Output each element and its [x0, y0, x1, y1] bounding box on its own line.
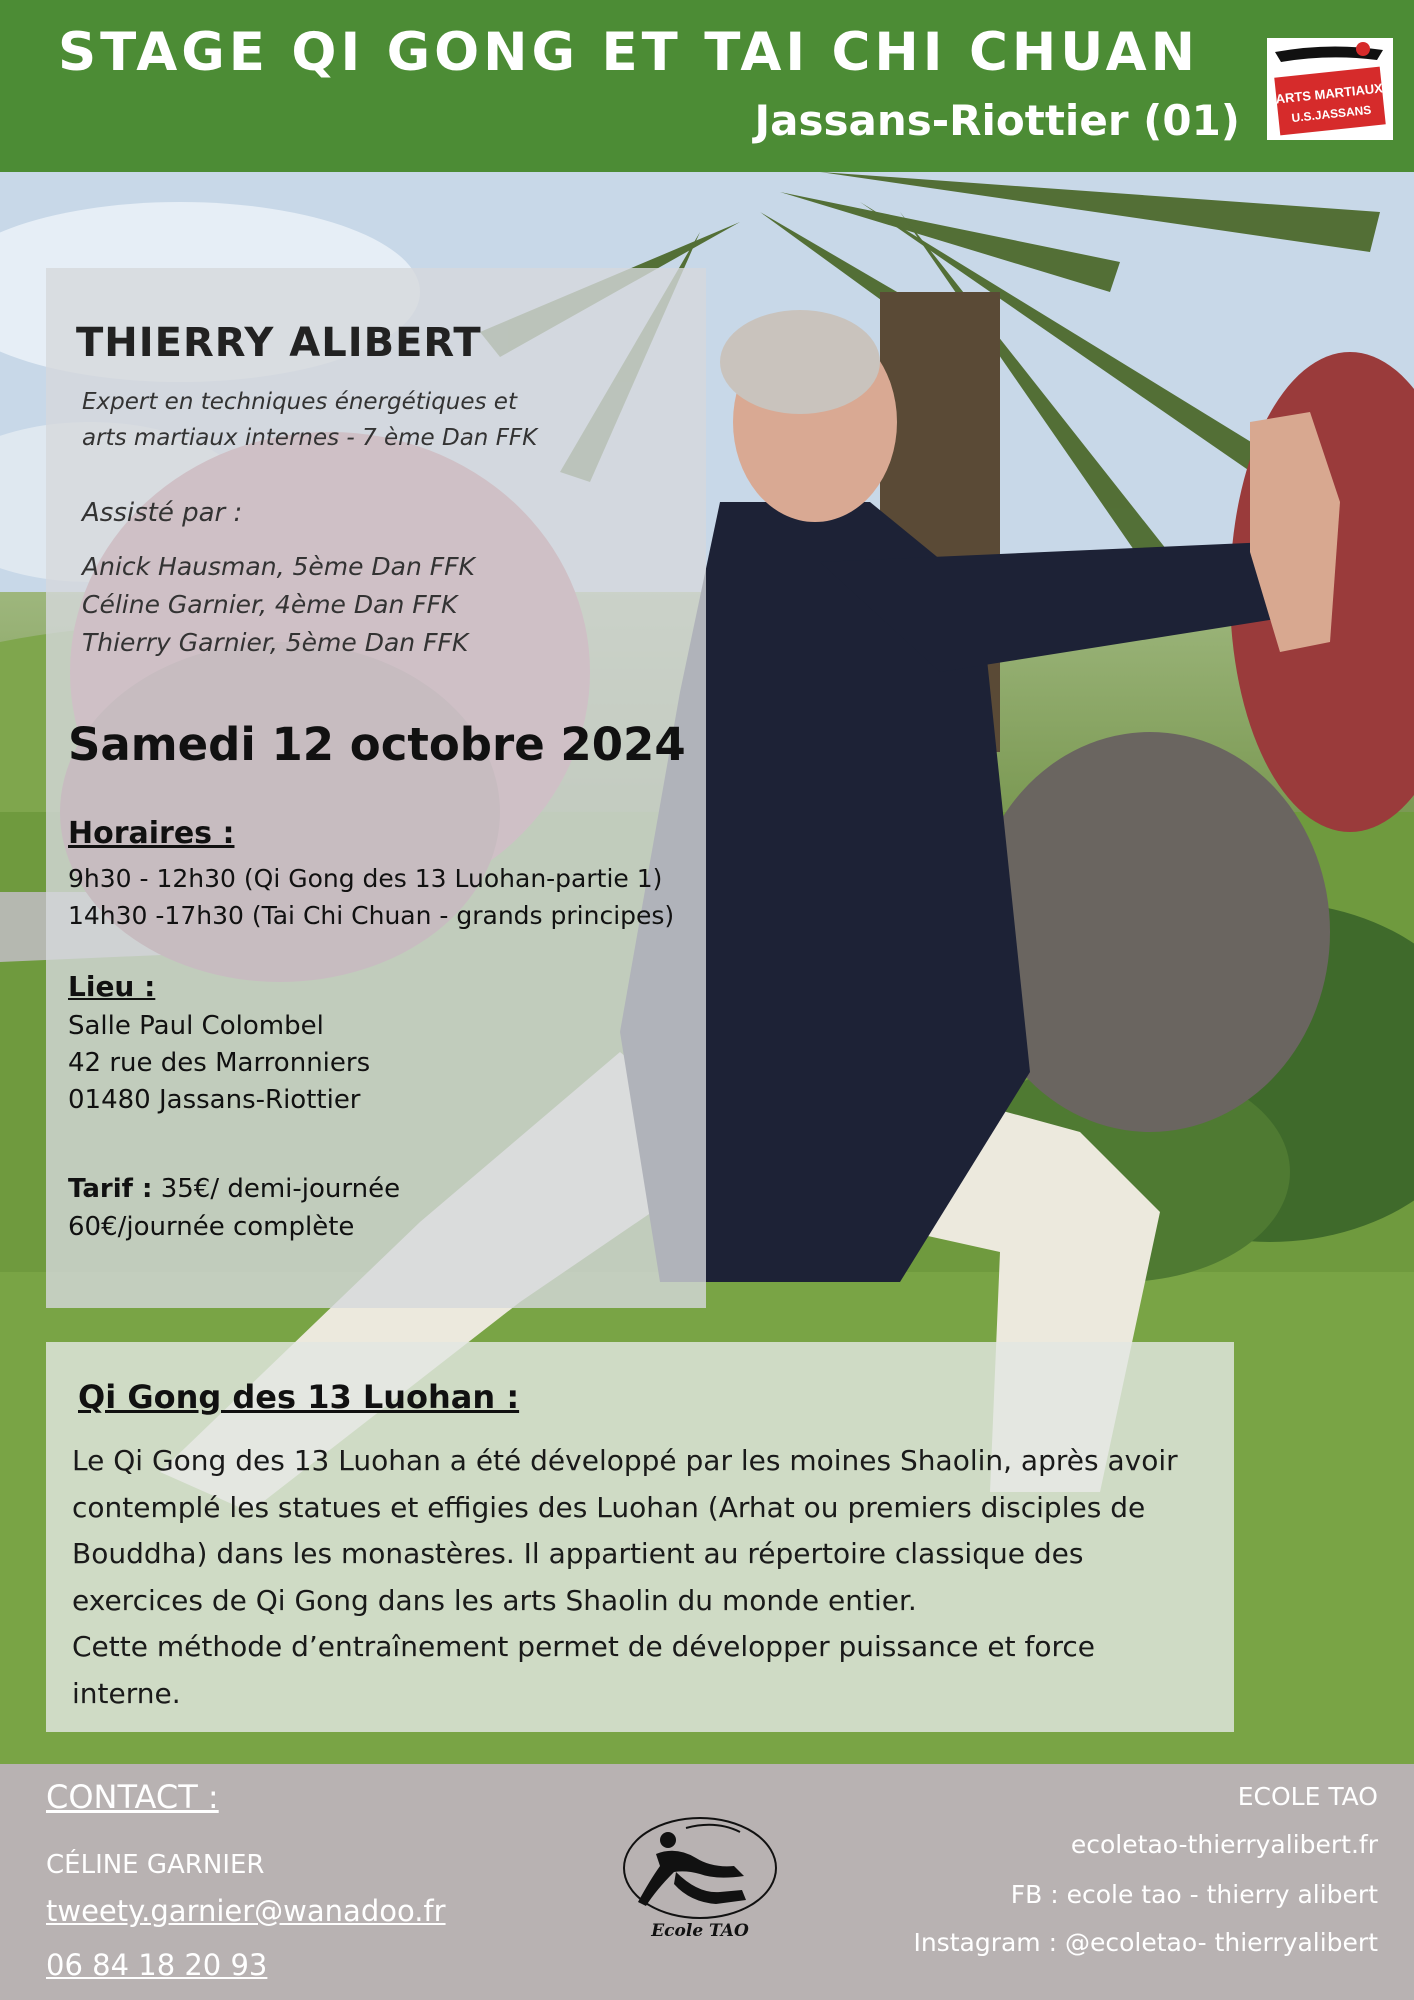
schedule-item: 9h30 - 12h30 (Qi Gong des 13 Luohan-partie 1) — [68, 864, 663, 893]
price-block — [68, 1170, 400, 1246]
instructor-name: THIERRY ALIBERT — [76, 320, 482, 366]
place-line: Salle Paul Colombel — [68, 1011, 324, 1041]
info-panel — [46, 268, 706, 1308]
price-label: Tarif : — [68, 1174, 153, 1204]
assistants-list — [82, 548, 475, 662]
assistant-item: Thierry Garnier, 5ème Dan FFK — [82, 628, 469, 657]
school-facebook-link[interactable]: FB : ecole tao - thierry alibert — [1010, 1880, 1378, 1909]
club-logo — [1267, 38, 1393, 140]
ecole-tao-logo — [616, 1810, 784, 1950]
contact-phone-link[interactable]: 06 84 18 20 93 — [46, 1948, 268, 1982]
assisted-label: Assisté par : — [82, 498, 243, 528]
price-full-day: 60€/journée complète — [68, 1212, 355, 1242]
club-logo-text-1: ARTS MARTIAUX — [1274, 80, 1384, 107]
luohan-description — [72, 1438, 1212, 1717]
school-name: ECOLE TAO — [1237, 1782, 1378, 1811]
instructor-role — [82, 384, 537, 456]
schedule-item: 14h30 -17h30 (Tai Chi Chuan - grands principes) — [68, 901, 675, 930]
contact-heading: CONTACT : — [46, 1778, 219, 1816]
school-instagram-link[interactable]: Instagram : @ecoletao- thierryalibert — [913, 1928, 1378, 1957]
contact-name: CÉLINE GARNIER — [46, 1850, 265, 1880]
instructor-role-line-2: arts martiaux internes - 7 ème Dan FFK — [82, 425, 538, 451]
event-date: Samedi 12 octobre 2024 — [68, 718, 686, 771]
school-website-link[interactable]: ecoletao-thierryalibert.fr — [1070, 1830, 1378, 1859]
price-half-day: 35€/ demi-journée — [160, 1174, 401, 1204]
luohan-paragraph-1: Le Qi Gong des 13 Luohan a été développé par les moines Shaolin, après avoir contemplé les statues et effigies des Luohan (Arhat ou premiers disciples de Bouddha) dans les monastères. Il appartient au répertoire classique des exercices de Qi Gong dans les arts Shaolin du monde entier. — [72, 1444, 1178, 1617]
place-line: 01480 Jassans-Riottier — [68, 1085, 361, 1115]
place-address — [68, 1008, 370, 1119]
luohan-panel — [46, 1342, 1234, 1732]
assistant-item: Anick Hausman, 5ème Dan FFK — [82, 552, 475, 581]
luohan-heading: Qi Gong des 13 Luohan : — [78, 1378, 520, 1416]
page-title: STAGE QI GONG ET TAI CHI CHUAN — [58, 22, 1199, 83]
location-subtitle: Jassans-Riottier (01) — [754, 96, 1240, 145]
place-line: 42 rue des Marronniers — [68, 1048, 371, 1078]
assistant-item: Céline Garnier, 4ème Dan FFK — [82, 590, 458, 619]
schedule-list — [68, 860, 674, 934]
schedule-heading: Horaires : — [68, 816, 235, 851]
contact-email-link[interactable]: tweety.garnier@wanadoo.fr — [46, 1894, 446, 1928]
footer — [0, 1764, 1414, 2000]
tao-logo-text: Ecole TAO — [651, 1921, 749, 1941]
club-logo-text-2: U.S.JASSANS — [1290, 102, 1372, 126]
luohan-paragraph-2: Cette méthode d’entraînement permet de développer puissance et force interne. — [72, 1630, 1095, 1710]
header-banner — [0, 0, 1414, 172]
instructor-role-line-1: Expert en techniques énergétiques et — [82, 389, 517, 415]
place-heading: Lieu : — [68, 970, 156, 1003]
